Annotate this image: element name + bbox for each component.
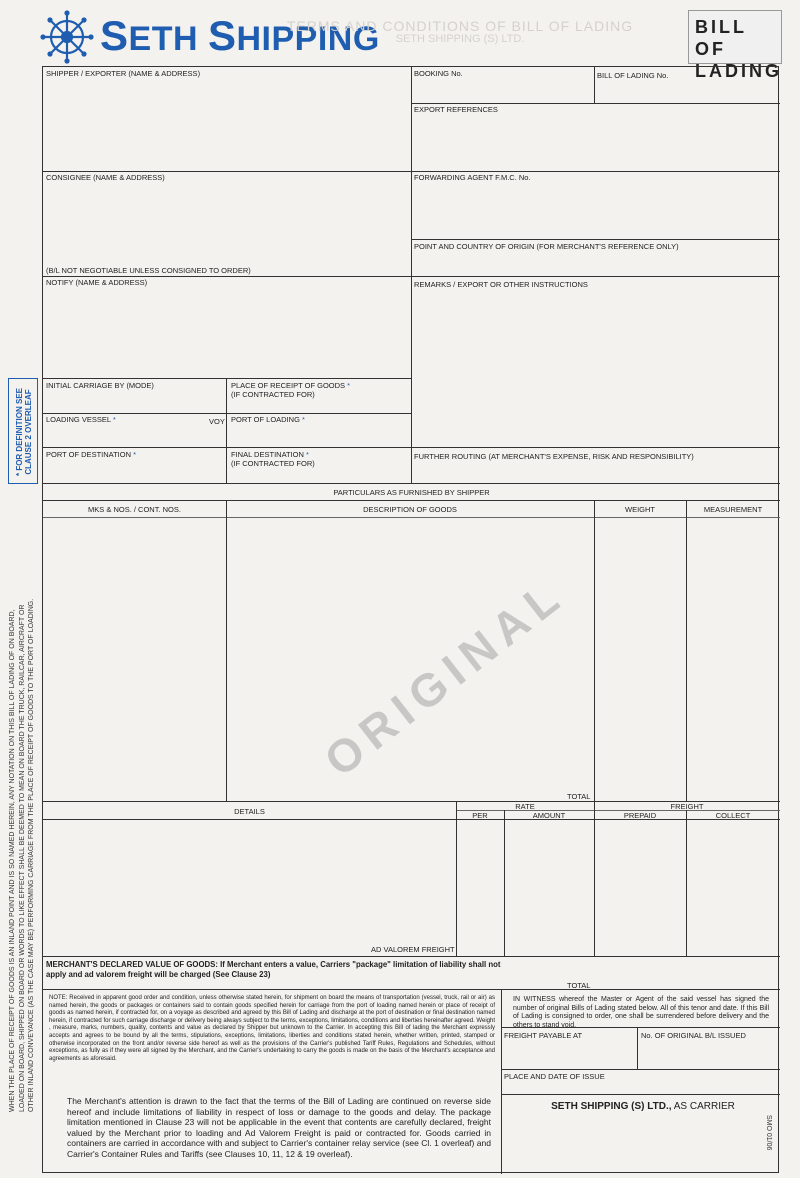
shipper-label: SHIPPER / EXPORTER (NAME & ADDRESS) [46,69,201,78]
carrier-signature-line: SETH SHIPPING (S) LTD., AS CARRIER [551,1101,735,1112]
initial-carriage-label: INITIAL CARRIAGE BY (MODE) [46,381,154,390]
description-header: DESCRIPTION OF GOODS [363,505,457,514]
port-destination-label: PORT OF DESTINATION * [46,450,137,459]
ghost-header: TERMS AND CONDITIONS OF BILL OF LADING SETH SHIPPING (S) LTD. [286,18,634,45]
notify-label: NOTIFY (NAME & ADDRESS) [46,278,148,287]
forwarding-agent-label: FORWARDING AGENT F.M.C. No. [414,173,531,182]
booking-no-label: BOOKING No. [414,69,463,78]
prepaid-header: PREPAID [623,811,657,820]
loading-vessel-label: LOADING VESSEL * [46,415,116,424]
ship-wheel-icon [40,10,94,64]
details-header: DETAILS [234,807,265,816]
collect-header: COLLECT [715,811,751,820]
freight-payable-label: FREIGHT PAYABLE AT [504,1031,583,1040]
port-loading-label: PORT OF LOADING * [231,415,305,424]
amount-header: AMOUNT [532,811,566,820]
further-routing-label: FURTHER ROUTING (AT MERCHANT'S EXPENSE, RISK AND RESPONSIBILITY) [414,452,694,461]
final-destination-label: FINAL DESTINATION * (IF CONTRACTED FOR) [231,450,315,468]
total-label: TOTAL [567,792,591,801]
form-code: SMO 01/06 [765,1115,772,1151]
rate-header: RATE [515,802,535,811]
not-negotiable-label: (B/L NOT NEGOTIABLE UNLESS CONSIGNED TO ORDER) [46,266,251,275]
place-receipt-label: PLACE OF RECEIPT OF GOODS * (IF CONTRACTED FOR) [231,381,351,399]
receipt-note: NOTE: Received in apparent good order and condition, unless otherwise stated herein, for shipment on board the means of transportation (vessel, truck, rail or air) as named herein, the goods or packages or containers said to contain goods specified herein for carriage from the port of loading named herein or place of receipt of goods as named herein, if contracted for, on a voyage as described and agreed by this Bill of Lading and discharge at the port of destination or final destination named herein, if contracted for such carriage discharge or delivery being always subject to the terms, exceptions, limitations, conditions and liberties hereinafter agreed. Weight , measure, marks, numbers, quality, contents and value as declared by Shipper but unknown to the Carrier. In accepting this Bill of lading the Merchant expressly accepts and agrees to be bound by all the terms, stipulations, exceptions, limitations, liberties and conditions stated herein, whether written, printed, stamped or otherwise incorporated on the front and/or reverse side hereof as well as the provisions of the Carrier's published Tariff Rules, Regulations and Schedules, without exceptions, as fully as if they were all signed by the Merchant, and the Carrier's undertaking to carry the goods is made on the basis of the Merchant's acceptance and agreements as aforesaid. [49,995,495,1062]
inland-point-note: WHEN THE PLACE OF RECEIPT OF GOODS IS AN INLAND POINT AND IS SO NAMED HEREIN, ANY NOTATION ON THIS BILL OF LADING OF ON BOARD, LOADED ON BOARD, SHIPPED ON BOARD OR WORDS TO LIKE EFFECT SHALL BE DEEMED TO MEAN ON BOARD THE TRUCK, RAILCAR, AIRCRAFT OR OTHER INLAND CONVEYANCE (AS THE CASE MAY BE) PERFORMING CARRIAGE FROM THE PLACE OF RECEIPT OF GOODS TO THE PORT OF LOADING. [8,598,35,1112]
export-references-label: EXPORT REFERENCES [414,105,498,114]
declared-value-label: MERCHANT'S DECLARED VALUE OF GOODS: If Merchant enters a value, Carriers "package" limitation of liability shall not apply and ad valorem freight will be charged (See Clause 23) [46,960,501,979]
definition-note: * FOR DEFINITION SEE CLAUSE 2 OVERLEAF [15,388,33,477]
merchant-attention-text: The Merchant's attention is drawn to the fact that the terms of the Bill of Lading are continued on reverse side hereof and include limitations of liability in respect of loss or damage to the goods and delay. The package limitation mentioned in Clause 23 will not be applicable in the event that contents are carefully declared, freight valued by the Merchant prior to loading and Ad Valorem Freight is paid or contracted for. Goods carried in containers are carried in accordance with and subject to Carrier's container relay service (see Cl. 1 overleaf) and Carrier's Container Rules and Tariffs (see Clauses 10, 11, 12 & 19 overleaf). [67,1096,491,1159]
point-origin-label: POINT AND COUNTRY OF ORIGIN (FOR MERCHANT'S REFERENCE ONLY) [414,242,679,251]
original-watermark: ORIGINAL [314,567,575,787]
measurement-header: MEASUREMENT [703,505,763,514]
remarks-label: REMARKS / EXPORT OR OTHER INSTRUCTIONS [414,280,588,289]
weight-header: WEIGHT [625,505,655,514]
ad-valorem-label: AD VALOREM FREIGHT [371,945,455,954]
voy-label: VOY [209,417,225,426]
particulars-label: PARTICULARS AS FURNISHED BY SHIPPER [333,488,490,497]
bill-of-lading-form [42,66,779,1173]
marks-header: MKS & NOS. / CONT. NOS. [88,505,181,514]
bl-no-label: BILL OF LADING No. [597,71,669,80]
total-label-2: TOTAL [567,981,591,990]
no-original-label: No. OF ORIGINAL B/L ISSUED [641,1031,746,1040]
in-witness-text: IN WITNESS whereof the Master or Agent of the said vessel has signed the number of original Bills of Lading stated below. All of this tenor and date. If this Bill of Lading is consigned to order, one shall be surrendered before delivery and the others to stand void. [513,996,769,1029]
definition-note-box [8,378,38,484]
per-header: PER [472,811,488,820]
consignee-label: CONSIGNEE (NAME & ADDRESS) [46,173,165,182]
freight-header: FREIGHT [670,802,704,811]
place-date-issue-label: PLACE AND DATE OF ISSUE [504,1072,605,1081]
company-logo-text: SETH SHIPPING [100,12,380,59]
document-title: BILL OF LADING [688,10,782,64]
